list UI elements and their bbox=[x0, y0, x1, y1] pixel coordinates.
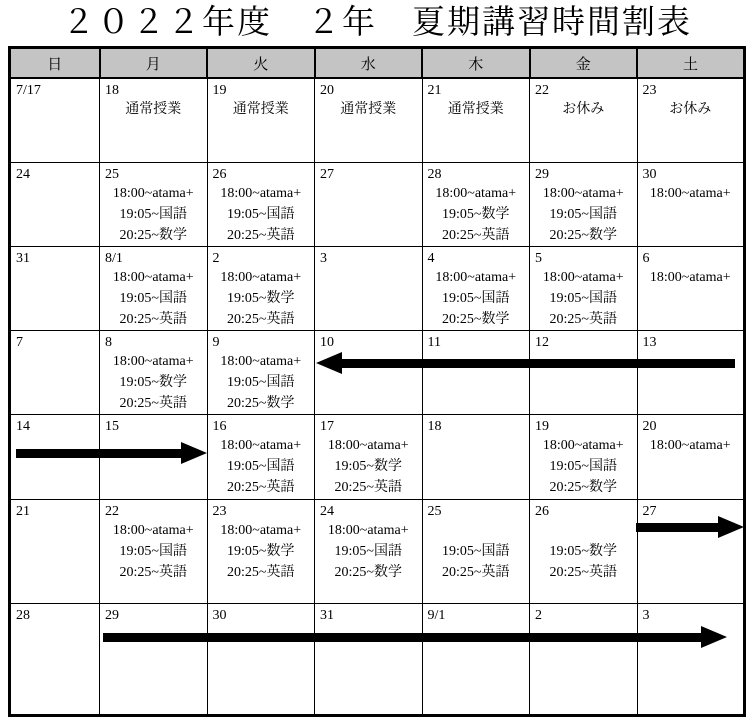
schedule-line: 通常授業 bbox=[232, 102, 289, 117]
schedule-line: 19:05~国語 bbox=[119, 543, 187, 559]
cell-date: 10 bbox=[320, 334, 334, 350]
calendar-table bbox=[8, 46, 746, 717]
weekday-header-3: 水 bbox=[315, 48, 423, 79]
calendar-cell bbox=[315, 414, 423, 499]
calendar-cell bbox=[207, 162, 315, 246]
schedule-line: 20:25~英語 bbox=[227, 479, 295, 495]
schedule-line: 18:00~atama+ bbox=[220, 522, 302, 538]
schedule-line: 19:05~数学 bbox=[119, 374, 187, 390]
calendar-cell bbox=[637, 246, 745, 330]
cell-date: 31 bbox=[320, 607, 334, 623]
cell-date: 23 bbox=[212, 503, 227, 519]
cell-date: 28 bbox=[427, 166, 442, 182]
calendar-cell bbox=[530, 414, 638, 499]
schedule-line: 18:00~atama+ bbox=[112, 185, 194, 201]
calendar-cell bbox=[422, 78, 530, 162]
week-row-0 bbox=[10, 78, 745, 162]
schedule-line: 19:05~国語 bbox=[227, 374, 295, 390]
schedule-line: 19:05~国語 bbox=[549, 206, 617, 222]
cell-date: 8/1 bbox=[105, 250, 123, 266]
calendar-cell bbox=[315, 162, 423, 246]
cell-date: 23 bbox=[642, 83, 657, 98]
schedule-line: 18:00~atama+ bbox=[220, 269, 302, 285]
schedule-line: 通常授業 bbox=[340, 102, 397, 117]
calendar-cell bbox=[637, 499, 745, 603]
weekday-header-0: 日 bbox=[10, 48, 100, 79]
schedule-line: 20:25~数学 bbox=[227, 395, 295, 411]
schedule-line: 20:25~英語 bbox=[549, 564, 617, 580]
cell-date: 21 bbox=[16, 503, 30, 519]
cell-date: 29 bbox=[535, 166, 549, 182]
schedule-line: 20:25~英語 bbox=[119, 395, 187, 411]
calendar-cell bbox=[100, 330, 208, 414]
week-row-5 bbox=[10, 499, 745, 603]
schedule-line: 18:00~atama+ bbox=[435, 185, 517, 201]
cell-date: 19 bbox=[535, 418, 549, 434]
schedule-line: 20:25~英語 bbox=[227, 227, 295, 243]
calendar-cell bbox=[315, 246, 423, 330]
schedule-line: 19:05~国語 bbox=[227, 206, 295, 222]
cell-date: 18 bbox=[105, 83, 119, 98]
calendar-cell bbox=[207, 414, 315, 499]
calendar-cell bbox=[530, 78, 638, 162]
calendar-cell bbox=[315, 78, 423, 162]
page-title: ２０２２年度 ２年 夏期講習時間割表 bbox=[62, 5, 692, 41]
cell-date: 6 bbox=[642, 250, 650, 266]
schedule-line: 18:00~atama+ bbox=[327, 437, 409, 453]
period-arrow-8/29-9/3 bbox=[103, 626, 727, 648]
cell-date: 5 bbox=[535, 250, 542, 266]
calendar-cell bbox=[422, 414, 530, 499]
schedule-line: 20:25~英語 bbox=[227, 564, 295, 580]
cell-date: 13 bbox=[642, 334, 657, 350]
schedule-line: 18:00~atama+ bbox=[649, 185, 731, 201]
schedule-line: 18:00~atama+ bbox=[112, 269, 194, 285]
calendar-cell bbox=[100, 603, 208, 715]
schedule-line: 19:05~数学 bbox=[442, 206, 510, 222]
schedule-line: 18:00~atama+ bbox=[220, 353, 302, 369]
calendar-cell bbox=[530, 603, 638, 715]
cell-date: 18 bbox=[427, 418, 442, 434]
arrow-shaft bbox=[16, 449, 181, 458]
cell-date: 19 bbox=[212, 83, 227, 98]
cell-date: 7 bbox=[16, 334, 23, 350]
cell-date: 24 bbox=[16, 166, 30, 182]
schedule-line: 20:25~英語 bbox=[119, 564, 187, 580]
cell-date: 4 bbox=[427, 250, 435, 266]
schedule-line: 18:00~atama+ bbox=[649, 269, 731, 285]
calendar-cell bbox=[530, 246, 638, 330]
calendar-cell bbox=[530, 499, 638, 603]
schedule-line: 19:05~国語 bbox=[119, 290, 187, 306]
schedule-line bbox=[530, 520, 637, 541]
cell-date: 30 bbox=[642, 166, 657, 182]
schedule-line: 19:05~数学 bbox=[227, 290, 295, 306]
cell-date: 14 bbox=[16, 418, 30, 434]
calendar-cell bbox=[207, 499, 315, 603]
schedule-line: 通常授業 bbox=[125, 102, 182, 117]
calendar-cell bbox=[10, 78, 100, 162]
cell-date: 9/1 bbox=[427, 607, 446, 623]
calendar-cell bbox=[10, 246, 100, 330]
schedule-line: 19:05~国語 bbox=[442, 290, 510, 306]
cell-date: 31 bbox=[16, 250, 30, 266]
calendar-cell bbox=[422, 246, 530, 330]
weekday-header-row bbox=[10, 48, 745, 79]
period-arrow-8/14-8/15 bbox=[16, 442, 207, 464]
schedule-line: 19:05~国語 bbox=[442, 543, 510, 559]
calendar-cell bbox=[207, 78, 315, 162]
schedule-line: お休み bbox=[562, 102, 605, 117]
schedule-line: 通常授業 bbox=[447, 102, 504, 117]
cell-date: 27 bbox=[320, 166, 334, 182]
calendar-cell bbox=[100, 499, 208, 603]
cell-date: 28 bbox=[16, 607, 30, 623]
weekday-header-1: 月 bbox=[100, 48, 208, 79]
arrow-shaft bbox=[636, 523, 718, 532]
schedule-line: 19:05~数学 bbox=[334, 458, 402, 474]
schedule-line: 19:05~国語 bbox=[549, 458, 617, 474]
schedule-line: 19:05~国語 bbox=[119, 206, 187, 222]
schedule-line: 18:00~atama+ bbox=[649, 437, 731, 453]
cell-date: 16 bbox=[212, 418, 227, 434]
schedule-line: 19:05~国語 bbox=[334, 543, 402, 559]
schedule-line: 18:00~atama+ bbox=[542, 185, 624, 201]
calendar-cell bbox=[530, 162, 638, 246]
schedule-line: 20:25~英語 bbox=[442, 227, 510, 243]
schedule-line: 18:00~atama+ bbox=[542, 269, 624, 285]
schedule-line: 20:25~数学 bbox=[549, 227, 617, 243]
arrow-head-icon bbox=[316, 352, 342, 374]
schedule-line: 20:25~英語 bbox=[442, 564, 510, 580]
schedule-line: 20:25~数学 bbox=[442, 311, 510, 327]
schedule-line: 18:00~atama+ bbox=[435, 269, 517, 285]
cell-date: 12 bbox=[535, 334, 549, 350]
cell-date: 26 bbox=[212, 166, 227, 182]
cell-date: 7/17 bbox=[16, 83, 41, 98]
cell-date: 21 bbox=[427, 83, 442, 98]
cell-date: 9 bbox=[212, 334, 220, 350]
cell-date: 20 bbox=[320, 83, 334, 98]
calendar-cell bbox=[100, 78, 208, 162]
schedule-line: 18:00~atama+ bbox=[327, 522, 409, 538]
calendar-cell bbox=[100, 162, 208, 246]
cell-date: 8 bbox=[105, 334, 112, 350]
calendar-body bbox=[10, 78, 745, 715]
calendar-cell bbox=[315, 603, 423, 715]
cell-date: 25 bbox=[427, 503, 442, 519]
calendar-cell bbox=[422, 499, 530, 603]
calendar-cell bbox=[315, 499, 423, 603]
arrow-shaft bbox=[103, 633, 701, 642]
cell-date: 22 bbox=[105, 503, 119, 519]
calendar-cell bbox=[10, 603, 100, 715]
schedule-line: 18:00~atama+ bbox=[112, 353, 194, 369]
schedule-line: 20:25~英語 bbox=[549, 311, 617, 327]
arrow-shaft bbox=[342, 359, 735, 368]
weekday-header-2: 火 bbox=[207, 48, 315, 79]
calendar-cell bbox=[637, 162, 745, 246]
arrow-head-icon bbox=[181, 442, 207, 464]
cell-date: 2 bbox=[535, 607, 542, 623]
cell-date: 26 bbox=[535, 503, 549, 519]
calendar-cell bbox=[100, 246, 208, 330]
calendar-cell bbox=[10, 162, 100, 246]
weekday-header-5: 金 bbox=[530, 48, 638, 79]
calendar-cell bbox=[207, 246, 315, 330]
cell-date: 25 bbox=[105, 166, 119, 182]
calendar-cell bbox=[637, 78, 745, 162]
calendar-cell bbox=[422, 603, 530, 715]
cell-date: 3 bbox=[320, 250, 327, 266]
period-arrow-8/27 bbox=[636, 516, 744, 538]
schedule-line: 20:25~数学 bbox=[549, 479, 617, 495]
schedule-line: 19:05~数学 bbox=[227, 543, 295, 559]
schedule-line: 20:25~数学 bbox=[334, 564, 402, 580]
calendar-cell bbox=[10, 499, 100, 603]
week-row-6 bbox=[10, 603, 745, 715]
schedule-line: 18:00~atama+ bbox=[220, 437, 302, 453]
cell-date: 30 bbox=[212, 607, 227, 623]
cell-date: 29 bbox=[105, 607, 119, 623]
schedule-line: 18:00~atama+ bbox=[542, 437, 624, 453]
cell-date: 27 bbox=[642, 503, 657, 519]
cell-date: 17 bbox=[320, 418, 334, 434]
calendar-cell bbox=[10, 330, 100, 414]
calendar-cell bbox=[207, 603, 315, 715]
calendar-cell bbox=[207, 330, 315, 414]
schedule-line bbox=[423, 520, 530, 541]
week-row-2 bbox=[10, 246, 745, 330]
arrow-head-icon bbox=[701, 626, 727, 648]
cell-date: 15 bbox=[105, 418, 119, 434]
cell-date: 3 bbox=[642, 607, 650, 623]
schedule-line: 19:05~国語 bbox=[227, 458, 295, 474]
cell-date: 22 bbox=[535, 83, 549, 98]
period-arrow-8/10-8/13 bbox=[316, 352, 735, 374]
schedule-line: 20:25~英語 bbox=[334, 479, 402, 495]
week-row-1 bbox=[10, 162, 745, 246]
schedule-line: 20:25~英語 bbox=[119, 311, 187, 327]
schedule-line: お休み bbox=[669, 102, 712, 117]
schedule-line: 18:00~atama+ bbox=[112, 522, 194, 538]
schedule-line: 20:25~英語 bbox=[227, 311, 295, 327]
weekday-header-4: 木 bbox=[422, 48, 530, 79]
cell-date: 2 bbox=[212, 250, 220, 266]
calendar-cell bbox=[422, 162, 530, 246]
cell-date: 24 bbox=[320, 503, 334, 519]
schedule-line: 18:00~atama+ bbox=[220, 185, 302, 201]
schedule-line: 20:25~数学 bbox=[119, 227, 187, 243]
schedule-line: 19:05~数学 bbox=[549, 543, 617, 559]
cell-date: 11 bbox=[427, 334, 441, 350]
arrow-head-icon bbox=[718, 516, 744, 538]
calendar-cell bbox=[637, 603, 745, 715]
cell-date: 20 bbox=[642, 418, 657, 434]
weekday-header-6: 土 bbox=[637, 48, 745, 79]
calendar-cell bbox=[637, 414, 745, 499]
schedule-line: 19:05~国語 bbox=[549, 290, 617, 306]
